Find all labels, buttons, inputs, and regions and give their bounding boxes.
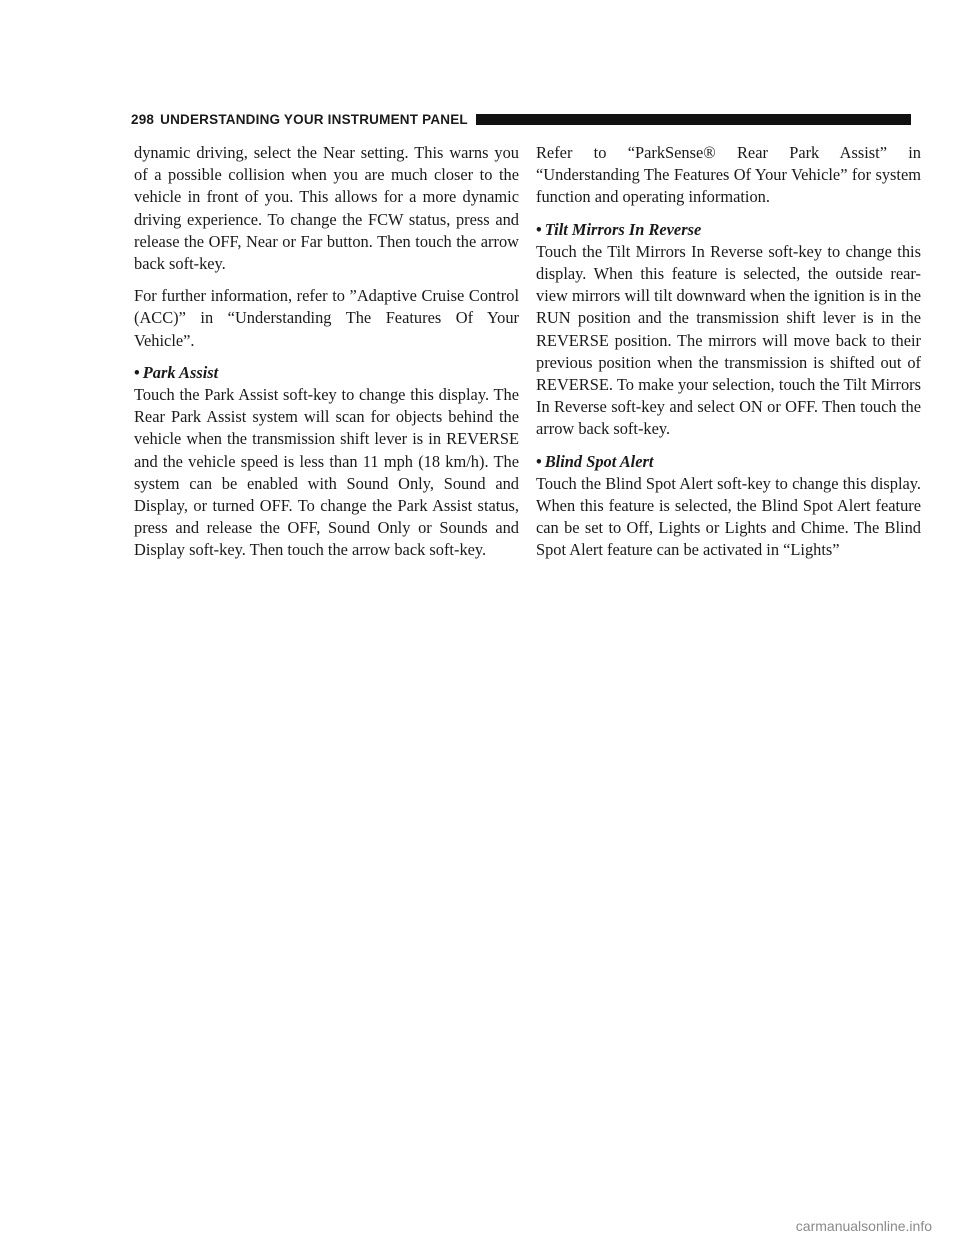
blind-spot-heading-label: Blind Spot Alert [544, 451, 654, 471]
header-rule [476, 114, 911, 125]
tilt-mirrors-heading [536, 219, 921, 241]
bullet-icon: • [536, 451, 542, 471]
right-column [536, 142, 921, 562]
park-assist-heading-label: Park Assist [142, 362, 219, 382]
page-number: 298 [131, 111, 155, 127]
fcw-continued-paragraph: dynamic driving, select the Near setting. This warns you of a possible collision when you are much closer to the vehicle in front of you. This allows for a more dynamic driving experience. To change the FCW status, press and release the OFF, Near or Far button. Then touch the arrow back soft-key. [134, 143, 519, 274]
acc-reference-paragraph: For further information, refer to ”Adaptive Cruise Control (ACC)” in “Understanding The Features Of Your Vehicle”. [134, 286, 519, 350]
bullet-icon: • [134, 362, 140, 382]
bullet-icon: • [536, 219, 542, 239]
tilt-mirrors-body: Touch the Tilt Mirrors In Reverse soft-key to change this display. When this feature is selected, the outside rear-view mirrors will tilt downward when the ignition is in the RUN position and the transmission shift lever is in the REVERSE position. The mirrors will move back to their previous position when the transmission is shifted out of REVERSE. To make your selection, touch the Tilt Mirrors In Reverse soft-key and select ON or OFF. Then touch the arrow back soft-key. [536, 241, 921, 439]
park-assist-body: Touch the Park Assist soft-key to change this display. The Rear Park Assist system will scan for objects behind the vehicle when the transmission shift lever is in REVERSE and the vehicle speed is less than 11 mph (18 km/h). The system can be enabled with Sound Only, Sound and Display, or turned OFF. To change the Park Assist status, press and release the OFF, Sound Only or Sounds and Display soft-key. Then touch the arrow back soft-key. [134, 385, 519, 560]
blind-spot-heading [536, 451, 921, 473]
parksense-reference-paragraph: Refer to “ParkSense® Rear Park Assist” in “Understanding The Features Of Your Vehicle” for system function and operating information. [536, 143, 921, 207]
section-title: UNDERSTANDING YOUR INSTRUMENT PANEL [160, 111, 468, 127]
tilt-mirrors-heading-label: Tilt Mirrors In Reverse [544, 219, 702, 239]
blind-spot-body: Touch the Blind Spot Alert soft-key to change this display. When this feature is selected, the Blind Spot Alert feature can be set to Off, Lights or Lights and Chime. The Blind Spot Alert feature can be activated in “Lights” [536, 473, 921, 560]
park-assist-heading [134, 362, 519, 384]
page-header [131, 108, 911, 130]
watermark-footer: carmanualsonline.info [795, 1218, 932, 1234]
left-column [134, 142, 519, 562]
